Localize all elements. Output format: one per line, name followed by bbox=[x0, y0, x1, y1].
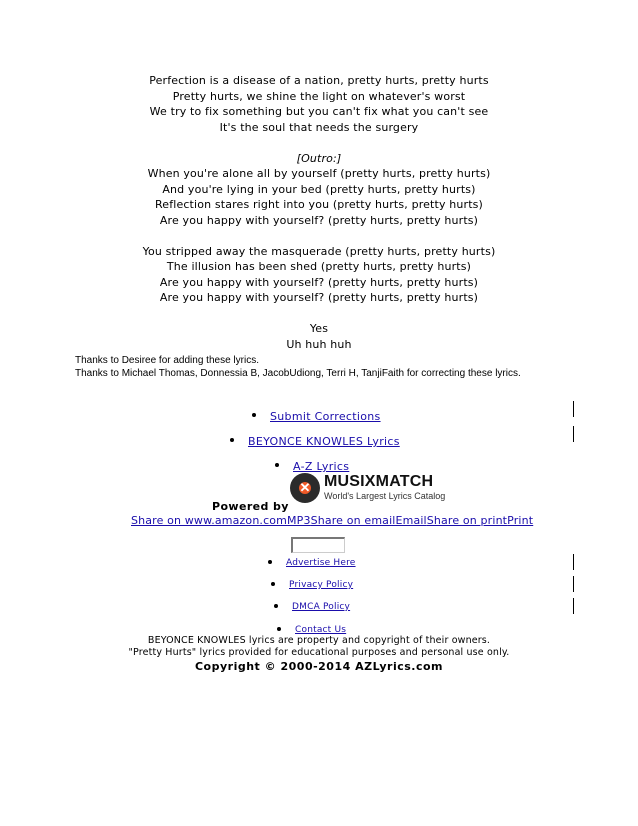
list-item bbox=[0, 580, 638, 596]
lyric-line: It's the soul that needs the surgery bbox=[219, 120, 419, 134]
list-item bbox=[0, 430, 638, 446]
list-item bbox=[0, 455, 638, 471]
musixmatch-logo-icon: ✕ bbox=[290, 473, 320, 503]
lyric-line: And you're lying in your bed (pretty hurts, pretty hurts) bbox=[162, 182, 476, 196]
bullet-icon bbox=[277, 627, 281, 631]
share-print-link[interactable]: Share on printPrint bbox=[426, 514, 534, 527]
lyrics-body bbox=[0, 73, 638, 352]
list-item bbox=[0, 558, 638, 574]
musixmatch-tagline: World's Largest Lyrics Catalog bbox=[324, 491, 446, 501]
privacy-policy-link[interactable]: Privacy Policy bbox=[289, 580, 354, 590]
share-links bbox=[131, 514, 533, 527]
rights-notice: BEYONCE KNOWLES lyrics are property and copyright of their owners. bbox=[147, 635, 491, 646]
divider bbox=[573, 554, 574, 570]
az-lyrics-link[interactable]: A-Z Lyrics bbox=[293, 460, 350, 473]
artist-lyrics-link[interactable]: BEYONCE KNOWLES Lyrics bbox=[248, 435, 400, 448]
lyric-line: The illusion has been shed (pretty hurts, pretty hurts) bbox=[166, 260, 472, 273]
bullet-icon bbox=[275, 463, 279, 467]
lyric-line: Are you happy with yourself? (pretty hurts, pretty hurts) bbox=[159, 291, 479, 304]
submit-corrections-link[interactable]: Submit Corrections bbox=[270, 410, 381, 423]
divider bbox=[573, 576, 574, 592]
credits bbox=[75, 354, 521, 380]
bullet-icon bbox=[268, 560, 272, 564]
lyric-line: Uh huh huh bbox=[286, 337, 352, 351]
bullet-icon bbox=[271, 582, 275, 586]
share-email-link[interactable]: Share on emailEmail bbox=[310, 514, 427, 527]
contact-us-link[interactable]: Contact Us bbox=[295, 625, 347, 635]
copyright: Copyright © 2000-2014 AZLyrics.com bbox=[194, 660, 444, 673]
lyric-line: When you're alone all by yourself (pretty hurts, pretty hurts) bbox=[147, 167, 491, 180]
advertise-link[interactable]: Advertise Here bbox=[286, 558, 356, 568]
lyric-line: Pretty hurts, we shine the light on whatever's worst bbox=[172, 89, 466, 103]
bullet-icon bbox=[274, 604, 278, 608]
list-item bbox=[0, 602, 638, 618]
list-item bbox=[0, 405, 638, 421]
divider bbox=[573, 401, 574, 417]
bullet-icon bbox=[230, 438, 234, 442]
empty-input-box[interactable] bbox=[291, 537, 345, 553]
bullet-icon bbox=[252, 413, 256, 417]
footer-notice bbox=[0, 635, 638, 659]
credit-correcting: Thanks to Michael Thomas, Donnessia B, JacobUdiong, Terri H, TanjiFaith for correcting these lyrics. bbox=[75, 368, 521, 379]
share-amazon-link[interactable]: Share on www.amazon.comMP3 bbox=[131, 514, 311, 527]
credit-adding: Thanks to Desiree for adding these lyrics. bbox=[75, 355, 259, 366]
lyric-line: We try to fix something but you can't fix what you can't see bbox=[149, 105, 489, 118]
lyric-line: Perfection is a disease of a nation, pretty hurts, pretty hurts bbox=[149, 74, 489, 87]
divider bbox=[573, 426, 574, 442]
lyric-line: Are you happy with yourself? (pretty hurts, pretty hurts) bbox=[159, 275, 479, 289]
lyric-line: Are you happy with yourself? (pretty hurts, pretty hurts) bbox=[159, 213, 479, 227]
usage-notice: "Pretty Hurts" lyrics provided for educational purposes and personal use only. bbox=[128, 647, 510, 658]
lyric-line: You stripped away the masquerade (pretty hurts, pretty hurts) bbox=[142, 244, 496, 258]
lyric-line: Reflection stares right into you (pretty hurts, pretty hurts) bbox=[155, 198, 483, 211]
section-label-outro: [Outro:] bbox=[296, 151, 342, 165]
powered-by-label: Powered by bbox=[212, 500, 289, 513]
divider bbox=[573, 598, 574, 614]
lyric-line: Yes bbox=[309, 322, 329, 335]
dmca-policy-link[interactable]: DMCA Policy bbox=[292, 602, 351, 612]
musixmatch-name: MUSIXMATCH bbox=[324, 473, 434, 490]
